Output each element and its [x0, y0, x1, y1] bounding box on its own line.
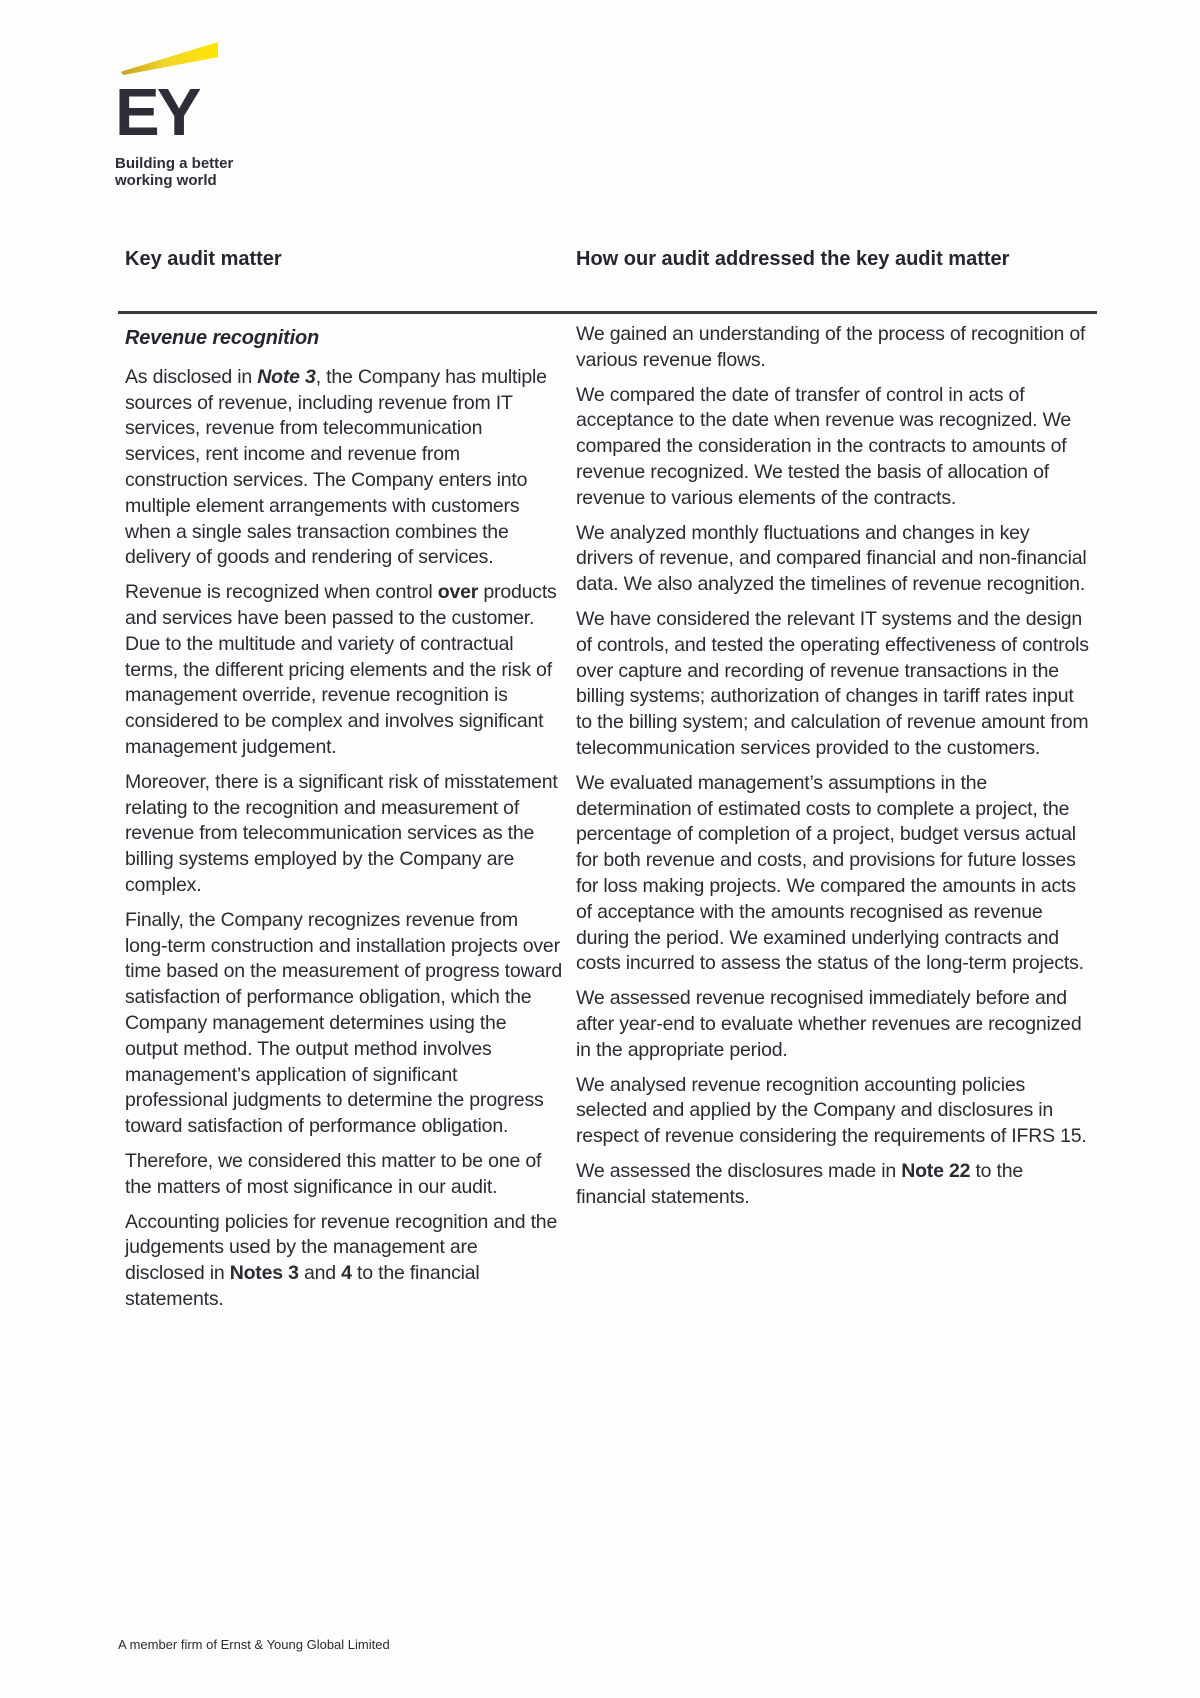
text-segment: Therefore, we considered this matter to be one of the matters of most significance in our audit.	[125, 1149, 542, 1198]
text-segment: We evaluated management’s assumptions in the determination of estimated costs to complete a project, the percentage of completion of a project, budget versus actual for both revenue and costs, and provisions for future losses for loss making projects. We compared the amounts in acts of acceptance with the amounts recognised as revenue during the period. We examined underlying contracts and costs incurred to assess the status of the long-term projects.	[576, 771, 1084, 975]
text-segment: Moreover, there is a significant risk of misstatement relating to the recognition and measurement of revenue from telecommunication services as the billing systems employed by the Company are complex.	[125, 770, 558, 896]
text-segment: We assessed the disclosures made in	[576, 1159, 902, 1182]
text-segment: We analyzed monthly fluctuations and changes in key drivers of revenue, and compared financial and non-financial data. We also analyzed the timelines of revenue recognition.	[576, 521, 1087, 596]
matter-title: Revenue recognition	[125, 327, 320, 349]
text-segment: Note 3	[257, 365, 316, 388]
text-segment: Revenue is recognized when control	[125, 581, 438, 604]
header-divider	[118, 311, 1097, 314]
paragraph	[125, 1210, 562, 1313]
paragraph	[125, 908, 562, 1140]
paragraph	[576, 607, 1090, 762]
text-segment: We analysed revenue recognition accounting policies selected and applied by the Company and disclosures in respect of revenue considering the requirements of IFRS 15.	[576, 1073, 1087, 1148]
paragraph	[576, 1159, 1090, 1211]
paragraph	[125, 580, 562, 761]
text-segment: As disclosed in	[125, 365, 258, 388]
ey-beam-icon	[121, 42, 218, 75]
paragraph	[576, 521, 1090, 598]
text-segment: We compared the date of transfer of control in acts of acceptance to the date when revenue was recognized. We compared the consideration in the contracts to amounts of revenue recognized. We tested the basis of allocation of revenue to various elements of the contracts.	[576, 383, 1072, 509]
response-paragraphs	[576, 322, 1090, 1211]
paragraph	[576, 1073, 1090, 1150]
ey-tagline-line2: working world	[115, 172, 217, 189]
text-segment: products and services have been passed to the customer. Due to the multitude and variety of contractual terms, the different pricing elements and the risk of management override, revenue recognition is considered to be complex and involves significant management judgement.	[125, 581, 557, 758]
text-segment: 4	[341, 1262, 352, 1285]
text-segment: Accounting policies for revenue recognition and the judgements used by the management are disclosed in	[125, 1210, 558, 1285]
text-segment: We assessed revenue recognised immediately before and after year-end to evaluate whether revenues are recognized in the appropriate period.	[576, 987, 1082, 1061]
paragraph	[576, 322, 1090, 374]
paragraph	[125, 365, 562, 571]
text-segment: Note 22	[901, 1159, 971, 1182]
ey-logo-letters: EY	[115, 75, 199, 150]
column-header-how-audit-addressed: How our audit addressed the key audit matter	[576, 248, 1010, 270]
matter-paragraphs	[125, 365, 562, 1313]
text-segment: to the financial statements.	[125, 1262, 480, 1310]
text-segment: , the Company has multiple sources of revenue, including revenue from IT services, revenue from telecommunication services, rent income and revenue from construction services. The Company enters into multiple element arrangements with customers when a single sales transaction combines the delivery of goods and rendering of services.	[125, 365, 547, 569]
paragraph	[576, 986, 1090, 1063]
key-audit-matter-column	[125, 326, 562, 1322]
audit-response-column	[576, 322, 1090, 1220]
ey-logo	[115, 42, 233, 189]
text-segment: Finally, the Company recognizes revenue from long-term construction and installation projects over time based on the measurement of progress toward satisfaction of performance obligation, which the Company management determines using the output method. The output method involves management’s application of significant professional judgments to determine the progress toward satisfaction of performance obligation.	[125, 908, 562, 1138]
text-segment: to the financial statements.	[576, 1159, 1024, 1208]
ey-tagline-line1: Building a better	[115, 155, 234, 172]
text-segment: over	[437, 581, 479, 604]
text-segment: We gained an understanding of the process of recognition of various revenue flows.	[576, 323, 1086, 371]
paragraph	[125, 1149, 562, 1201]
ey-tagline	[115, 155, 233, 189]
paragraph	[576, 383, 1090, 512]
member-firm-note: A member firm of Ernst & Young Global Limited	[118, 1637, 390, 1652]
text-segment: and	[298, 1262, 342, 1285]
column-header-key-audit-matter: Key audit matter	[125, 248, 282, 270]
paragraph	[576, 771, 1090, 977]
paragraph	[125, 770, 562, 899]
text-segment: We have considered the relevant IT systems and the design of controls, and tested the operating effectiveness of controls over capture and recording of revenue transactions in the billing systems; authorization of changes in tariff rates input to the billing system; and calculation of revenue amount from telecommunication services provided to the customers.	[576, 607, 1089, 759]
text-segment: Notes 3	[229, 1262, 299, 1285]
